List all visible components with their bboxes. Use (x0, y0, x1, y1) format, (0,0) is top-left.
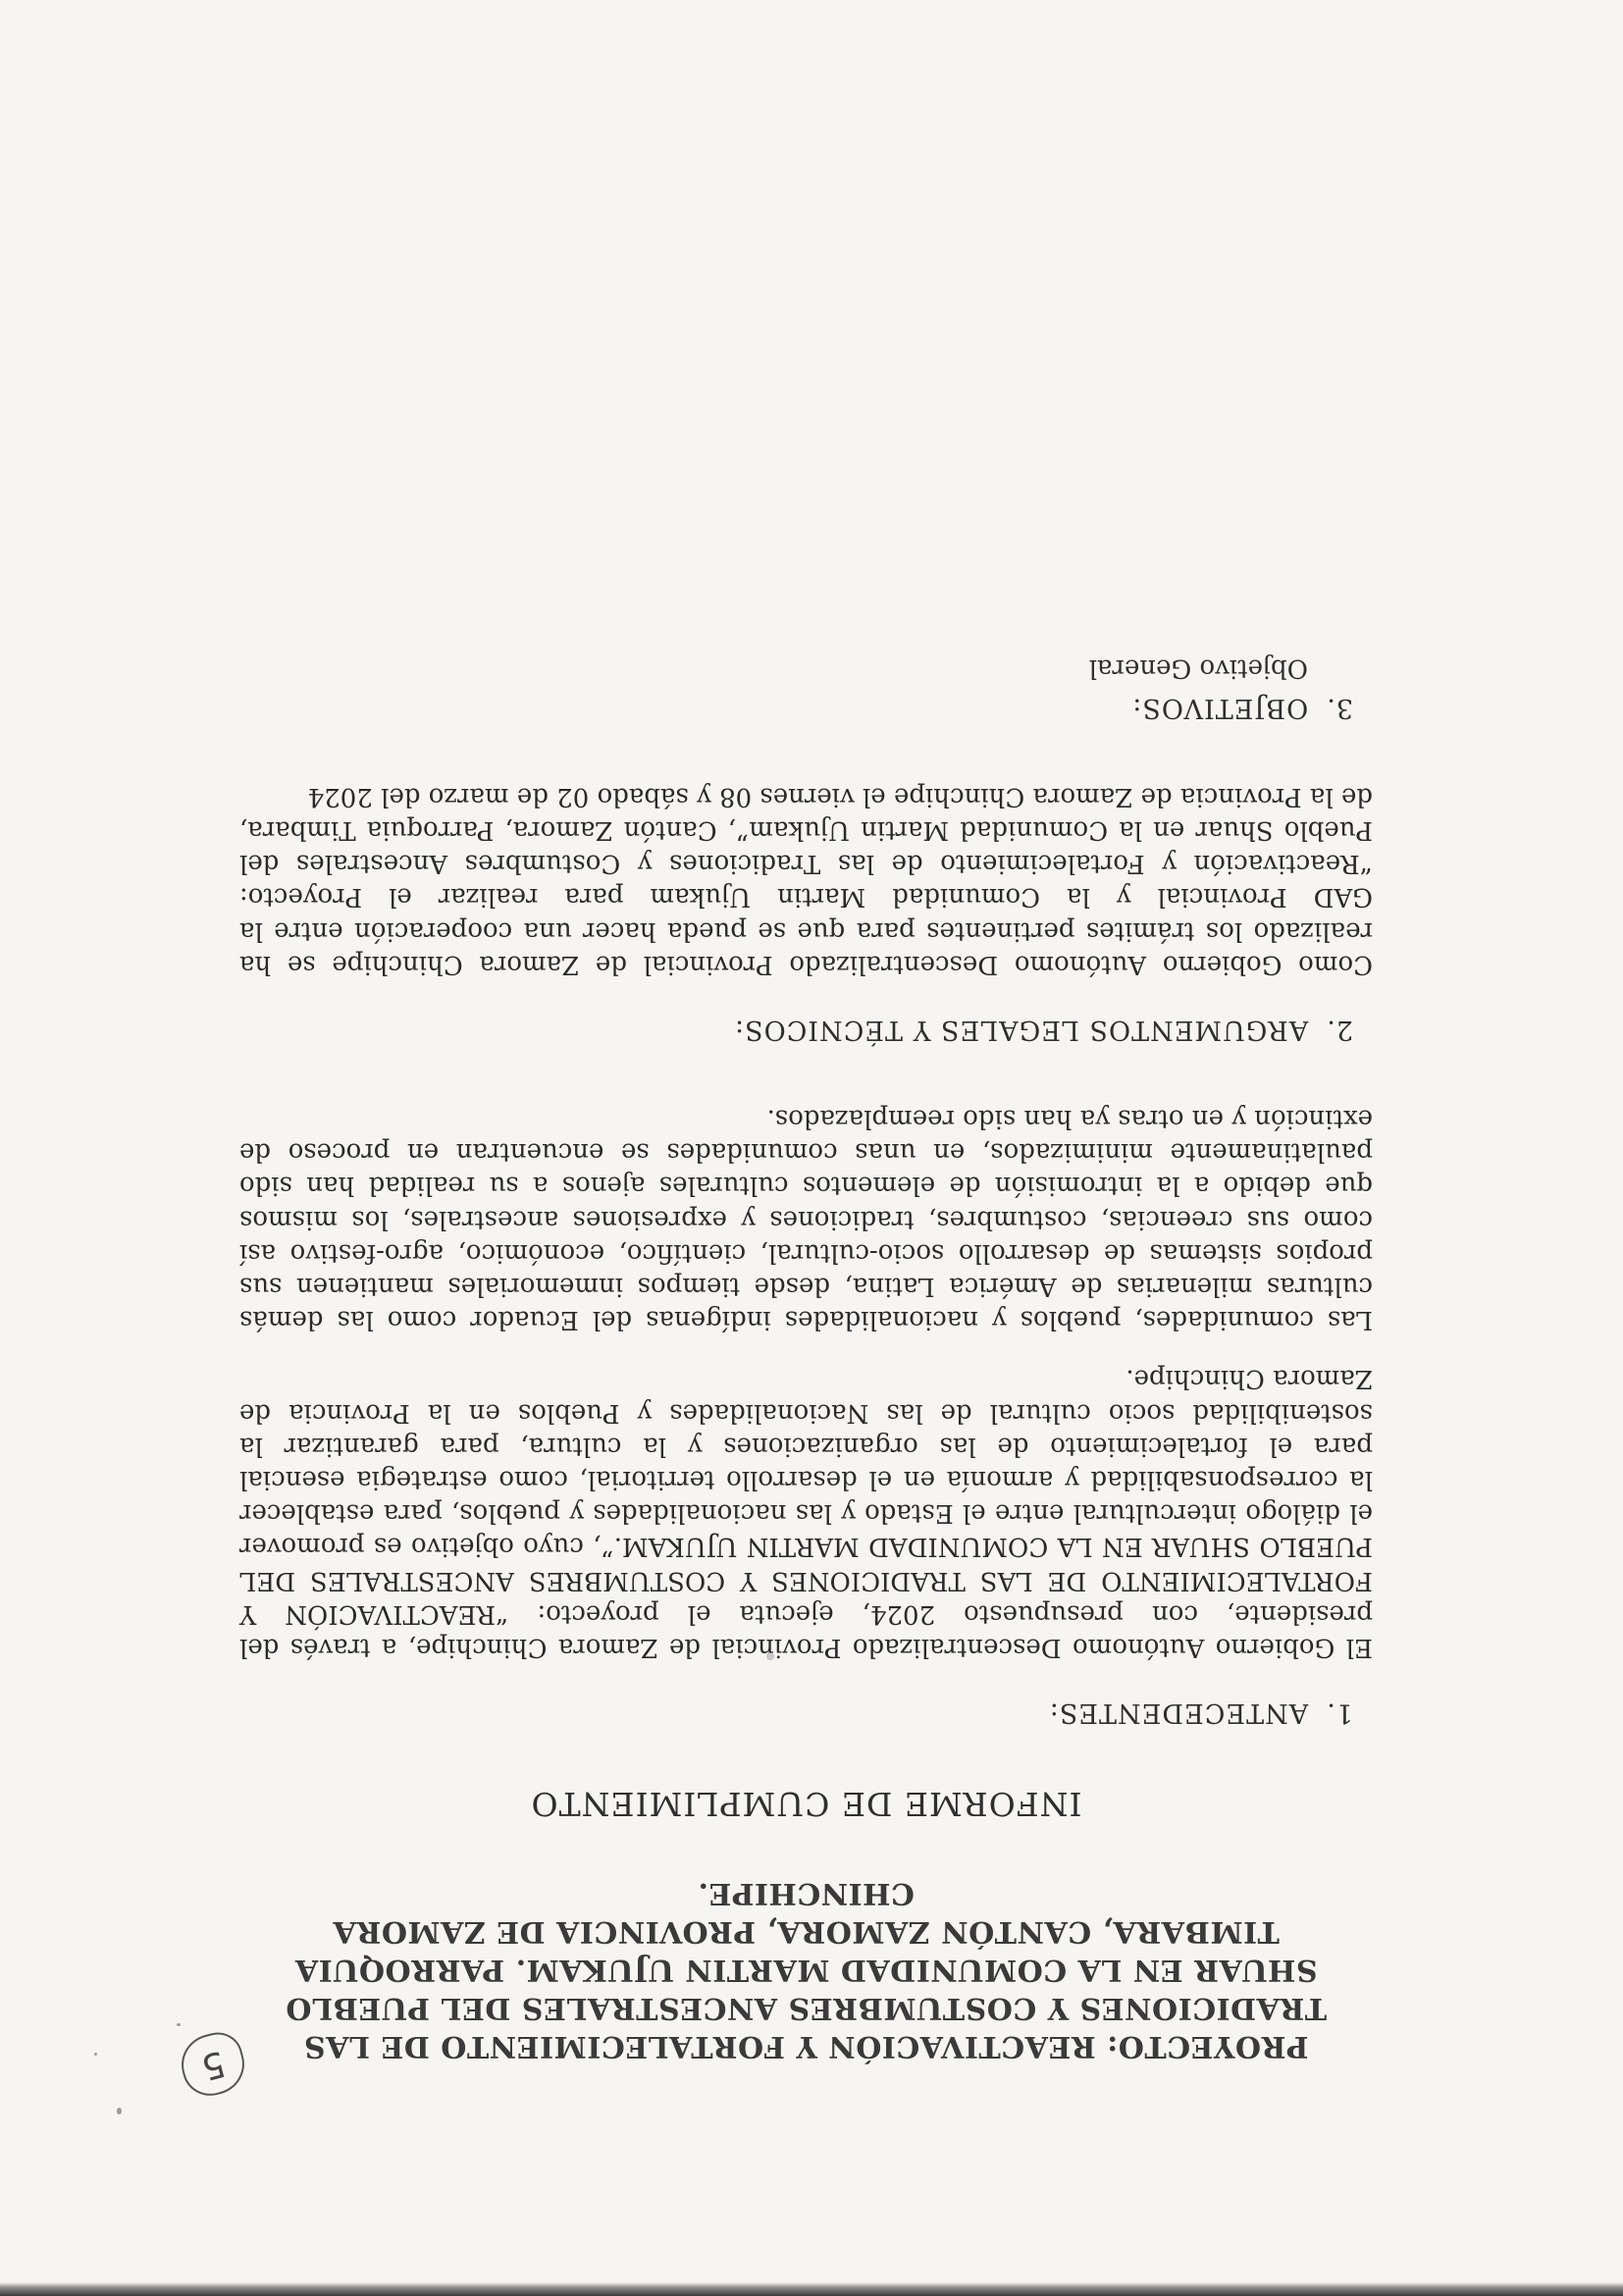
section-title: ARGUMENTOS LEGALES Y TÉCNICOS: (733, 1014, 1309, 1045)
paragraph: Como Gobierno Autónomo Descentralizado Provincial de Zamora Chinchipe se ha realizado los trámites pertinentes para que se pueda hacer una cooperación entre la GAD Provincial y la Comunidad Martin Ujukam para realizar el Proyecto: “Reactivación y Fortalecimiento de las Tradiciones y Costumbres Ancestrales del Pueblo Shuar en la Comunidad Martin Ujukam”, Cantón Zamora, Parroquia Timbara, de la Provincia de Zamora Chinchipe el viernes 08 y sábado 02 de marzo del 2024 (239, 781, 1373, 979)
section-heading (239, 693, 1353, 723)
section-number: 3. (1326, 692, 1353, 723)
project-header: PROYECTO: REACTIVACIÓN Y FORTALECIMIENTO DE LAS TRADICIONES Y COSTUMBRES ANCESTRALES DEL PUEBLO SHUAR EN LA COMUNIDAD MARTIN UJUKAM. PARROQUIA TIMBARA, CANTÓN ZAMORA, PROVINCIA DE ZAMORA CHINCHIPE. (285, 1876, 1328, 2063)
scanner-edge (0, 2282, 1623, 2296)
paragraph: El Gobierno Autónomo Descentralizado Provincial de Zamora Chinchipe, a través del presidente, con presupuesto 2024, ejecuta el proyecto: “REACTIVACIÓN Y FORTALECIMIENTO DE LAS TRADICIONES Y COSTUMBRES ANCESTRALES DEL PUEBLO SHUAR EN LA COMUNIDAD MARTIN UJUKAM.”, cuyo objetivo es promover el diálogo intercultural entre el Estado y las nacionalidades y pueblos, para establecer la corresponsabilidad y armonía en el desarrollo territorial, como estrategia esencial para el fortalecimiento de las organizaciones y la cultura, para garantizar la sostenibilidad socio cultural de las Nacionalidades y Pueblos en la Provincia de Zamora Chinchipe. (239, 1364, 1373, 1662)
scan-speck (94, 2053, 97, 2056)
document-body (239, 653, 1373, 2065)
section-number: 2. (1326, 1014, 1353, 1045)
paragraph: Las comunidades, pueblos y nacionalidades indígenas del Ecuador como las demás culturas milenarias de América Latina, desde tiempos inmemoriales mantienen sus propios sistemas de desarrollo socio-cultural, científico, económico, agro-festivo así como sus creencias, costumbres, tradiciones y expresiones ancestrales, los mismos que debido a la intromisión de elementos culturales ajenos a su realidad han sido paulatinamente minimizados, en unas comunidades se encuentran en proceso de extinción y en otras ya han sido reemplazados. (239, 1103, 1373, 1335)
scan-speck (177, 2023, 181, 2026)
section-heading (239, 1697, 1353, 1728)
section-title: OBJETIVOS: (1131, 692, 1309, 723)
section-number: 1. (1326, 1697, 1353, 1728)
handwritten-page-number: 5 (175, 2027, 251, 2102)
document-title: INFORME DE CUMPLIMIENTO (530, 1785, 1082, 1823)
section-heading (239, 1015, 1353, 1045)
section-title: ANTECEDENTES: (1048, 1697, 1309, 1728)
subsection-title: Objetivo General (1088, 652, 1308, 683)
scan-speck (117, 2108, 122, 2114)
